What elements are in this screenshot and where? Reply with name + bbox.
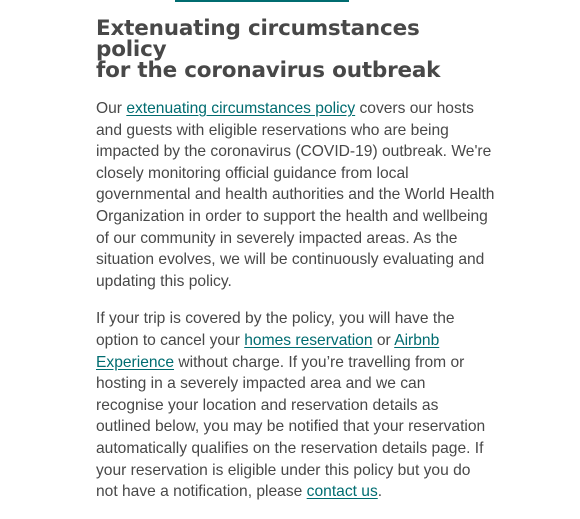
intro-paragraph: [96, 98, 496, 292]
airbnb-experience-link[interactable]: Airbnb Experience: [96, 331, 440, 371]
article: [96, 0, 496, 503]
coverage-text-start: If your trip is covered by the policy, you will have the option to cancel your: [96, 310, 455, 349]
coverage-text-end: .: [377, 483, 383, 501]
coverage-paragraph: [96, 308, 496, 502]
extenuating-circumstances-policy-link[interactable]: extenuating circumstances policy: [126, 100, 356, 117]
intro-text-rest: covers our hosts and guests with eligible reservations who are being impacted by the coronavirus (COVID-19) outbreak. We're closely monitoring official guidance from local governmental and health authorities and the World Health Organization in order to support the health and wellbeing of our community in severely impacted areas. As the situation evolves, we will be continuously evaluating and updating this policy.: [96, 100, 495, 290]
page-title: [96, 0, 496, 81]
title-line-1: Extenuating circumstances policy: [96, 16, 420, 62]
title-line-2: for the coronavirus outbreak: [96, 58, 441, 83]
homes-reservation-link[interactable]: homes reservation: [244, 331, 373, 349]
contact-us-link[interactable]: contact us: [306, 483, 378, 501]
intro-text-start: Our: [96, 100, 127, 117]
coverage-text-rest: without charge. If you’re travelling from or hosting in a severely impacted area and we can recognise your location and reservation details as outlined below, you may be notified that your reservation automatically qualifies on the reservation details page. If your reservation is eligible under this policy but you do not have a notification, please: [96, 353, 486, 501]
coverage-text-or: or: [372, 331, 395, 349]
